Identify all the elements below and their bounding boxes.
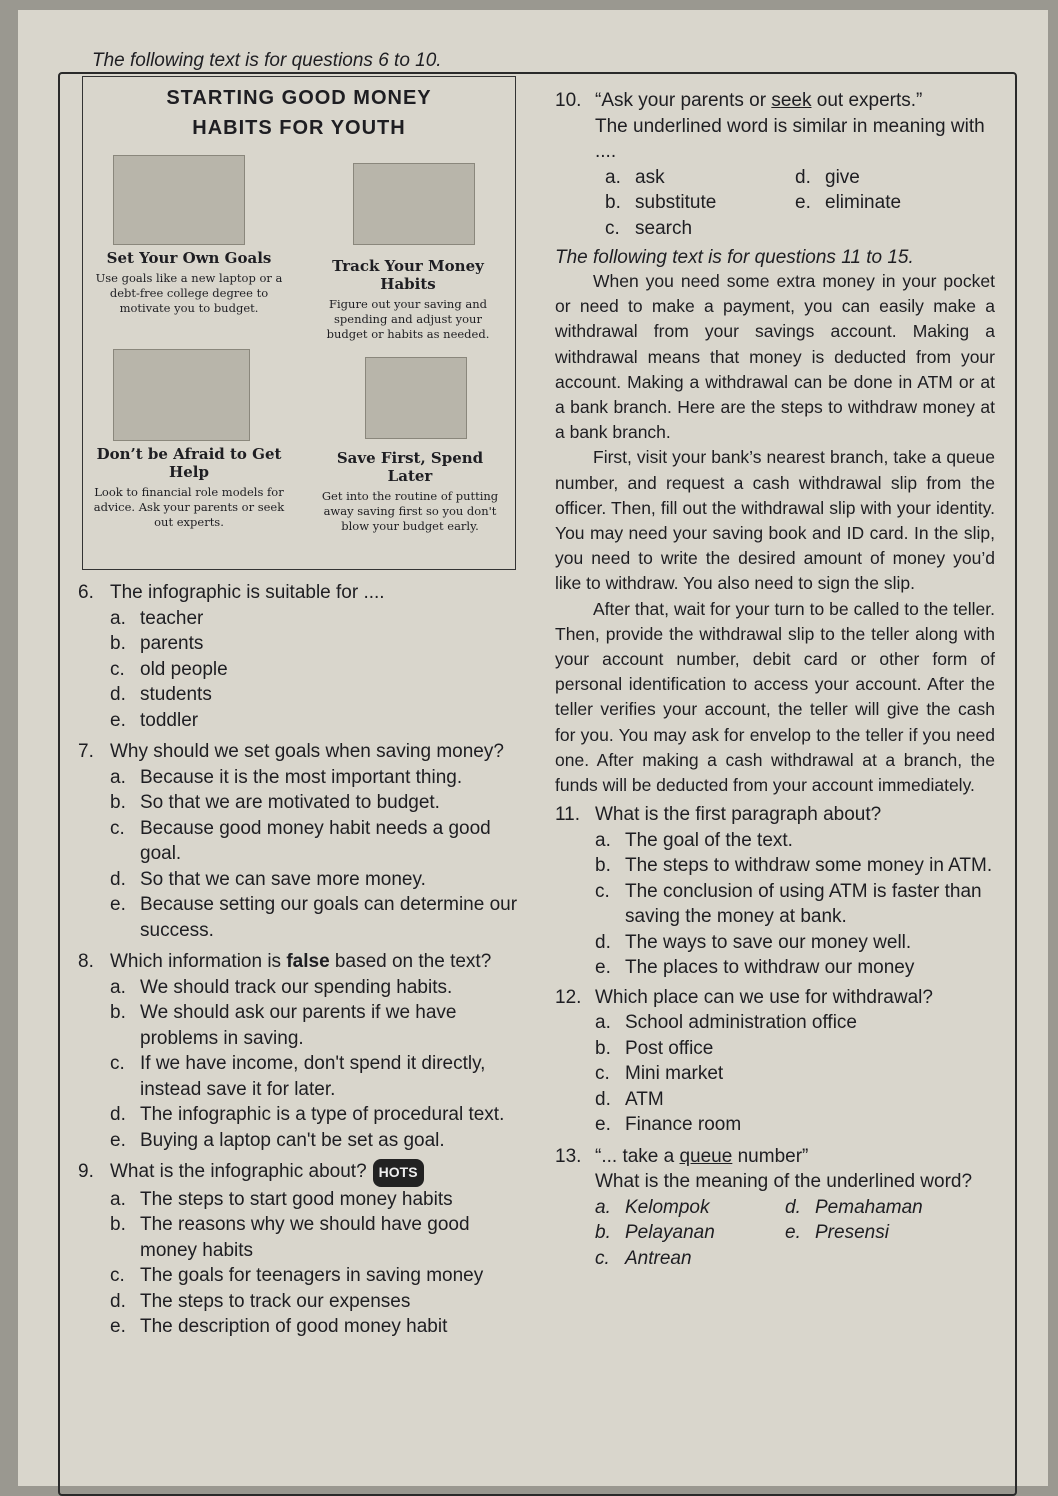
panel-heading: Track Your Money Habits [332, 257, 484, 293]
question-7 [78, 739, 523, 765]
calendar-photo [353, 163, 475, 245]
panel-heading: Save First, Spend Later [336, 449, 484, 485]
question-text: What is the first paragraph about? [595, 804, 882, 826]
panel-text: Get into the routine of putting away saving first so you don't blow your budget early. [321, 489, 499, 533]
passage-paragraph-1: When you need some extra money in your pocket or need to make a payment, you can easily make a withdrawal from your savings account. Making a withdrawal means that money is deducted from your account. Making a withdrawal can be done in ATM or at a bank branch. Here are the steps to withdraw money at a bank branch. [555, 271, 995, 443]
option[interactable]: e. toddler [110, 709, 199, 731]
panel-heading: Set Your Own Goals [106, 249, 272, 267]
option[interactable]: e. The description of good money habit [110, 1316, 448, 1337]
option[interactable]: e. The places to withdraw our money [595, 957, 915, 979]
infographic-title [83, 77, 515, 143]
question-number: 11. [555, 804, 581, 826]
panel-text: Look to financial role models for advice. Ask your parents or seek out experts. [93, 485, 285, 529]
panel-save-first [315, 449, 505, 534]
left-column [78, 50, 523, 1340]
option[interactable]: c. old people [110, 658, 228, 680]
passage-paragraph-2: First, visit your bank’s nearest branch, take a queue number, and request a cash withdrawal slip from the officer. Then, fill out the withdrawal slip with your identity. You may need your saving book and ID card. In the slip, you need to write the desired amount of money you’d like to withdraw. You also need to sign the slip. [555, 447, 995, 594]
question-number: 6. [78, 582, 94, 603]
option[interactable]: b. So that we are motivated to budget. [110, 792, 440, 813]
option[interactable]: b. The reasons why we should have good money habits [110, 1214, 470, 1261]
passage-paragraph-3: After that, wait for your turn to be called to the teller. Then, provide the withdrawal slip to the teller along with your account number, debit card or other form of personal identification to access your account. After the teller verifies your account, the teller will give the cash for you. You may ask for envelop to the teller if you need one. After making a cash withdrawal at a branch, the funds will be deducted from your account immediately. [555, 598, 995, 796]
intro-text-q6-10: The following text is for questions 6 to 10. [92, 50, 442, 71]
question-number: 13. [555, 1145, 582, 1167]
worksheet-page [18, 10, 1048, 1486]
option[interactable]: d. give [795, 166, 860, 188]
option[interactable]: d. So that we can save more money. [110, 868, 426, 890]
option[interactable]: a. teacher [110, 607, 204, 629]
option[interactable]: d. Pemahaman [785, 1196, 923, 1218]
question-text: Which information is false based on the text? [110, 951, 492, 972]
option[interactable]: d. ATM [595, 1088, 664, 1110]
question-number: 9. [78, 1161, 94, 1182]
option[interactable]: c. The goals for teenagers in saving money [110, 1265, 484, 1286]
question-text: “Ask your parents or seek out experts.” [595, 90, 923, 111]
option[interactable]: b. substitute [605, 192, 717, 213]
help-photo [113, 349, 250, 441]
options-q12 [595, 1010, 995, 1138]
option[interactable]: d. students [110, 684, 212, 705]
options-q8 [110, 975, 523, 1154]
options-q9 [110, 1187, 523, 1340]
question-10 [555, 88, 995, 114]
option[interactable]: a. Because it is the most important thing. [110, 766, 463, 788]
option[interactable]: a. The goal of the text. [595, 829, 793, 851]
options-q10 [605, 165, 995, 242]
question-11 [555, 802, 995, 828]
panel-get-help [89, 445, 289, 530]
panel-heading: Don’t be Afraid to Get Help [96, 445, 282, 481]
question-number: 12. [555, 986, 582, 1008]
option[interactable]: d. The infographic is a type of procedural text. [110, 1104, 505, 1125]
question-13 [555, 1144, 995, 1170]
option[interactable]: d. The ways to save our money well. [595, 931, 912, 953]
piggy-bank-photo [365, 357, 467, 439]
infographic-title-line2: HABITS FOR YOUTH [192, 117, 406, 139]
panel-text: Figure out your saving and spending and adjust your budget or habits as needed. [326, 297, 490, 341]
option[interactable]: a. Kelompok [595, 1196, 710, 1218]
option[interactable]: c. search [605, 217, 693, 239]
right-column [555, 88, 995, 1271]
question-6 [78, 580, 523, 606]
option[interactable]: e. Because setting our goals can determine our success. [110, 894, 518, 941]
question-number: 7. [78, 741, 94, 762]
option[interactable]: a. ask [605, 166, 665, 188]
question-subtext: What is the meaning of the underlined word? [595, 1171, 973, 1193]
option[interactable]: b. Pelayanan [595, 1222, 715, 1244]
question-text: Why should we set goals when saving money? [110, 741, 504, 762]
option[interactable]: b. parents [110, 633, 204, 654]
question-8 [78, 949, 523, 975]
question-text: The infographic is suitable for .... [110, 582, 385, 603]
question-9 [78, 1159, 523, 1187]
option[interactable]: e. Buying a laptop can't be set as goal. [110, 1129, 445, 1151]
question-text: “... take a queue number” [595, 1145, 809, 1167]
options-q11 [595, 828, 995, 981]
option[interactable]: b. The steps to withdraw some money in ATM. [595, 855, 993, 877]
question-subtext: The underlined word is similar in meaning with .... [595, 115, 985, 162]
option[interactable]: a. We should track our spending habits. [110, 976, 453, 998]
option[interactable]: c. If we have income, don't spend it directly, instead save it for later. [110, 1053, 486, 1100]
options-q13 [595, 1195, 995, 1272]
laptop-photo [113, 155, 245, 245]
option[interactable]: e. Finance room [595, 1114, 742, 1136]
panel-set-goals [89, 249, 289, 316]
question-number: 10. [555, 90, 582, 111]
question-text: What is the infographic about? [110, 1161, 367, 1182]
option[interactable]: a. School administration office [595, 1012, 857, 1034]
panel-track-habits [313, 257, 503, 342]
option[interactable]: a. The steps to start good money habits [110, 1188, 453, 1210]
infographic [82, 76, 516, 570]
question-12 [555, 985, 995, 1011]
option[interactable]: d. The steps to track our expenses [110, 1290, 411, 1312]
question-number: 8. [78, 951, 94, 972]
option[interactable]: e. Presensi [785, 1222, 889, 1244]
infographic-title-line1: STARTING GOOD MONEY [166, 87, 432, 109]
question-text: Which place can we use for withdrawal? [595, 986, 933, 1008]
panel-text: Use goals like a new laptop or a debt-free college degree to motivate you to budget. [95, 271, 283, 315]
option[interactable]: c. The conclusion of using ATM is faster than saving the money at bank. [595, 880, 982, 928]
option[interactable]: e. eliminate [795, 192, 902, 213]
option[interactable]: b. Post office [595, 1037, 714, 1059]
options-q7 [110, 765, 523, 944]
option[interactable]: c. Mini market [595, 1063, 724, 1085]
options-q6 [110, 606, 523, 734]
option[interactable]: c. Because good money habit needs a good goal. [110, 817, 491, 864]
option[interactable]: b. We should ask our parents if we have problems in saving. [110, 1002, 457, 1049]
intro-text-q11-15: The following text is for questions 11 to 15. [555, 247, 914, 268]
option[interactable]: c. Antrean [595, 1247, 692, 1269]
hots-badge: HOTS [373, 1159, 424, 1187]
